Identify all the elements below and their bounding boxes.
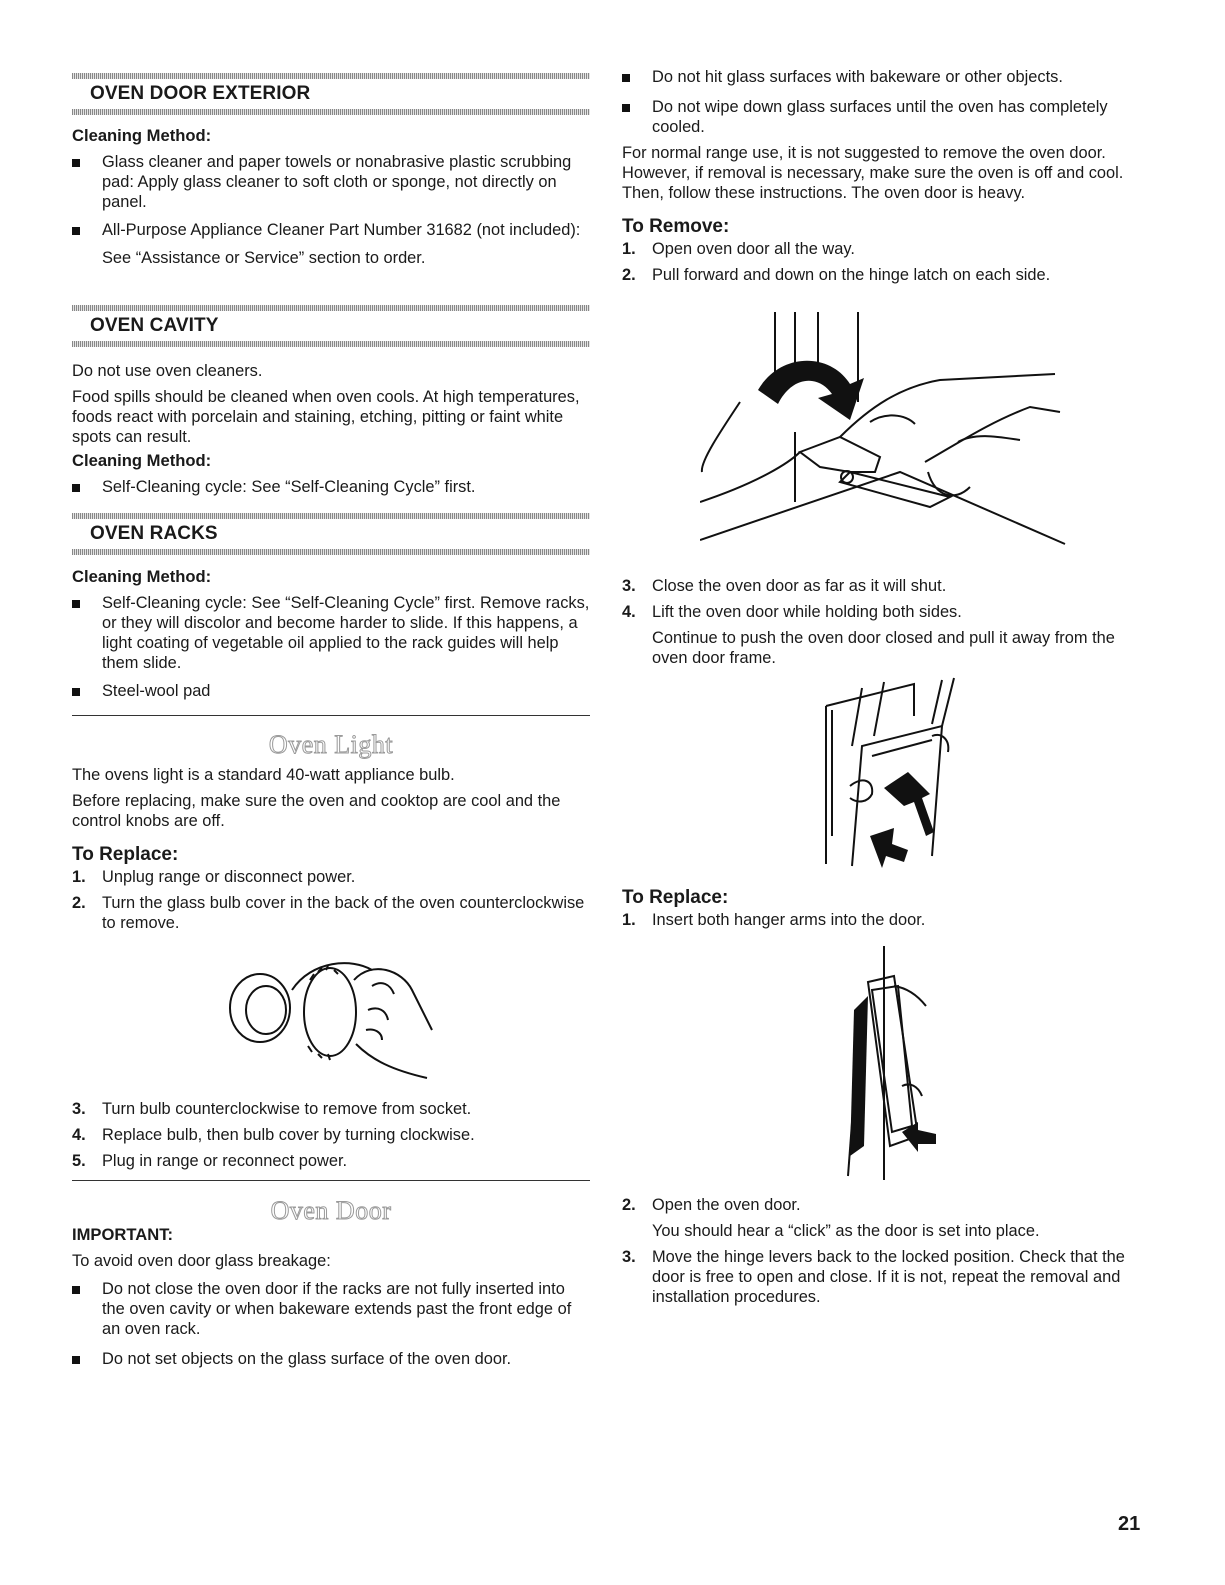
list-item: All-Purpose Appliance Cleaner Part Number 31682 (not included): bbox=[72, 220, 590, 240]
cleaning-method-label: Cleaning Method: bbox=[72, 126, 212, 145]
oven-light-body bbox=[72, 765, 590, 933]
important-label: IMPORTANT: bbox=[72, 1225, 174, 1244]
list-item: 2. Pull forward and down on the hinge latch on each side. bbox=[622, 266, 1051, 284]
list-note: Continue to push the oven door closed and pull it away from the oven door frame. bbox=[652, 629, 1115, 667]
bullet-icon bbox=[72, 484, 80, 492]
bullet-icon bbox=[622, 74, 630, 82]
to-replace-heading: To Replace: bbox=[72, 844, 179, 865]
list-item: Do not wipe down glass surfaces until the oven has completely cooled. bbox=[622, 97, 1152, 137]
bullet-icon bbox=[72, 688, 80, 696]
list-item: Do not hit glass surfaces with bakeware or other objects. bbox=[622, 67, 1152, 87]
oven-door-exterior-heading bbox=[72, 73, 590, 115]
replace-steps-continued bbox=[622, 1195, 1152, 1307]
list-item: Do not close the oven door if the racks are not fully inserted into the oven cavity or when bakeware extends past the front edge of an oven rack. bbox=[72, 1279, 590, 1339]
paragraph: Food spills should be cleaned when oven cools. At high temperatures, foods react with porcelain and staining, etching, pitting or faint white spots can result. bbox=[72, 388, 580, 446]
list-item: 1. Open oven door all the way. bbox=[622, 240, 855, 258]
hanger-arms-illustration bbox=[838, 946, 938, 1182]
list-item: 4. Replace bulb, then bulb cover by turning clockwise. bbox=[72, 1126, 475, 1144]
paragraph: Before replacing, make sure the oven and cooktop are cool and the control knobs are off. bbox=[72, 792, 561, 830]
oven-light-steps-continued bbox=[72, 1099, 590, 1171]
remove-steps-continued bbox=[622, 576, 1152, 668]
door-replace-body bbox=[622, 888, 1152, 930]
bullet-icon bbox=[72, 1356, 80, 1364]
to-replace-heading: To Replace: bbox=[622, 887, 729, 908]
list-item: 3. Close the oven door as far as it will shut. bbox=[622, 577, 947, 595]
lift-door-illustration bbox=[822, 676, 972, 871]
oven-cavity-heading bbox=[72, 305, 590, 347]
list-item: Steel-wool pad bbox=[72, 681, 590, 701]
oven-door-body bbox=[72, 1225, 590, 1369]
oven-racks-body bbox=[72, 567, 590, 701]
paragraph: For normal range use, it is not suggested to remove the oven door. However, if removal is necessary, make sure the oven is off and cool. Then, follow these instructions. The oven door is heavy. bbox=[622, 144, 1124, 202]
list-item: 4. Lift the oven door while holding both sides. bbox=[622, 603, 962, 621]
list-item: Glass cleaner and paper towels or nonabrasive plastic scrubbing pad: Apply glass cleaner to soft cloth or sponge, not directly on panel. bbox=[72, 152, 590, 212]
section-heading-text: OVEN DOOR EXTERIOR bbox=[90, 83, 311, 104]
divider bbox=[72, 1180, 590, 1181]
list-item: 5. Plug in range or reconnect power. bbox=[72, 1152, 348, 1170]
list-item: 2. Turn the glass bulb cover in the back of the oven counterclockwise to remove. bbox=[72, 894, 585, 932]
oven-racks-heading bbox=[72, 513, 590, 555]
list-item: 1. Insert both hanger arms into the door. bbox=[622, 911, 926, 929]
oven-door-title: Oven Door bbox=[270, 1196, 392, 1225]
list-item: 1. Unplug range or disconnect power. bbox=[72, 868, 356, 886]
list-note: See “Assistance or Service” section to order. bbox=[102, 249, 426, 267]
list-note: You should hear a “click” as the door is set into place. bbox=[652, 1222, 1040, 1240]
list-item: Self-Cleaning cycle: See “Self-Cleaning Cycle” first. bbox=[72, 477, 590, 497]
list-item: Do not set objects on the glass surface of the oven door. bbox=[72, 1349, 590, 1369]
hinge-latch-illustration bbox=[700, 312, 1070, 552]
oven-door-exterior-body bbox=[72, 126, 590, 268]
bullet-icon bbox=[72, 600, 80, 608]
to-remove-heading: To Remove: bbox=[622, 216, 730, 237]
list-item: 3. Move the hinge levers back to the locked position. Check that the door is free to open and close. If it is not, repeat the removal and installation procedures. bbox=[622, 1248, 1125, 1306]
bulb-cover-illustration bbox=[222, 950, 442, 1090]
oven-cavity-body bbox=[72, 361, 590, 497]
paragraph: Do not use oven cleaners. bbox=[72, 362, 263, 380]
bullet-icon bbox=[72, 1286, 80, 1294]
list-item: 2. Open the oven door. bbox=[622, 1196, 801, 1214]
list-item: 3. Turn bulb counterclockwise to remove from socket. bbox=[72, 1100, 472, 1118]
cleaning-method-label: Cleaning Method: bbox=[72, 451, 212, 470]
cleaning-method-label: Cleaning Method: bbox=[72, 567, 212, 586]
paragraph: To avoid oven door glass breakage: bbox=[72, 1252, 331, 1270]
divider bbox=[72, 715, 590, 716]
list-item: Self-Cleaning cycle: See “Self-Cleaning Cycle” first. Remove racks, or they will discolor and become harder to slide. If this happens, a light coating of vegetable oil applied to the rack guides will help them slide. bbox=[72, 593, 590, 673]
bullet-icon bbox=[622, 104, 630, 112]
bullet-icon bbox=[72, 227, 80, 235]
section-heading-text: OVEN CAVITY bbox=[90, 315, 219, 336]
oven-door-continued bbox=[622, 67, 1152, 285]
paragraph: The ovens light is a standard 40-watt appliance bulb. bbox=[72, 766, 455, 784]
section-heading-text: OVEN RACKS bbox=[90, 523, 218, 544]
page-number: 21 bbox=[1118, 1513, 1141, 1535]
bullet-icon bbox=[72, 159, 80, 167]
oven-light-title: Oven Light bbox=[268, 730, 394, 759]
